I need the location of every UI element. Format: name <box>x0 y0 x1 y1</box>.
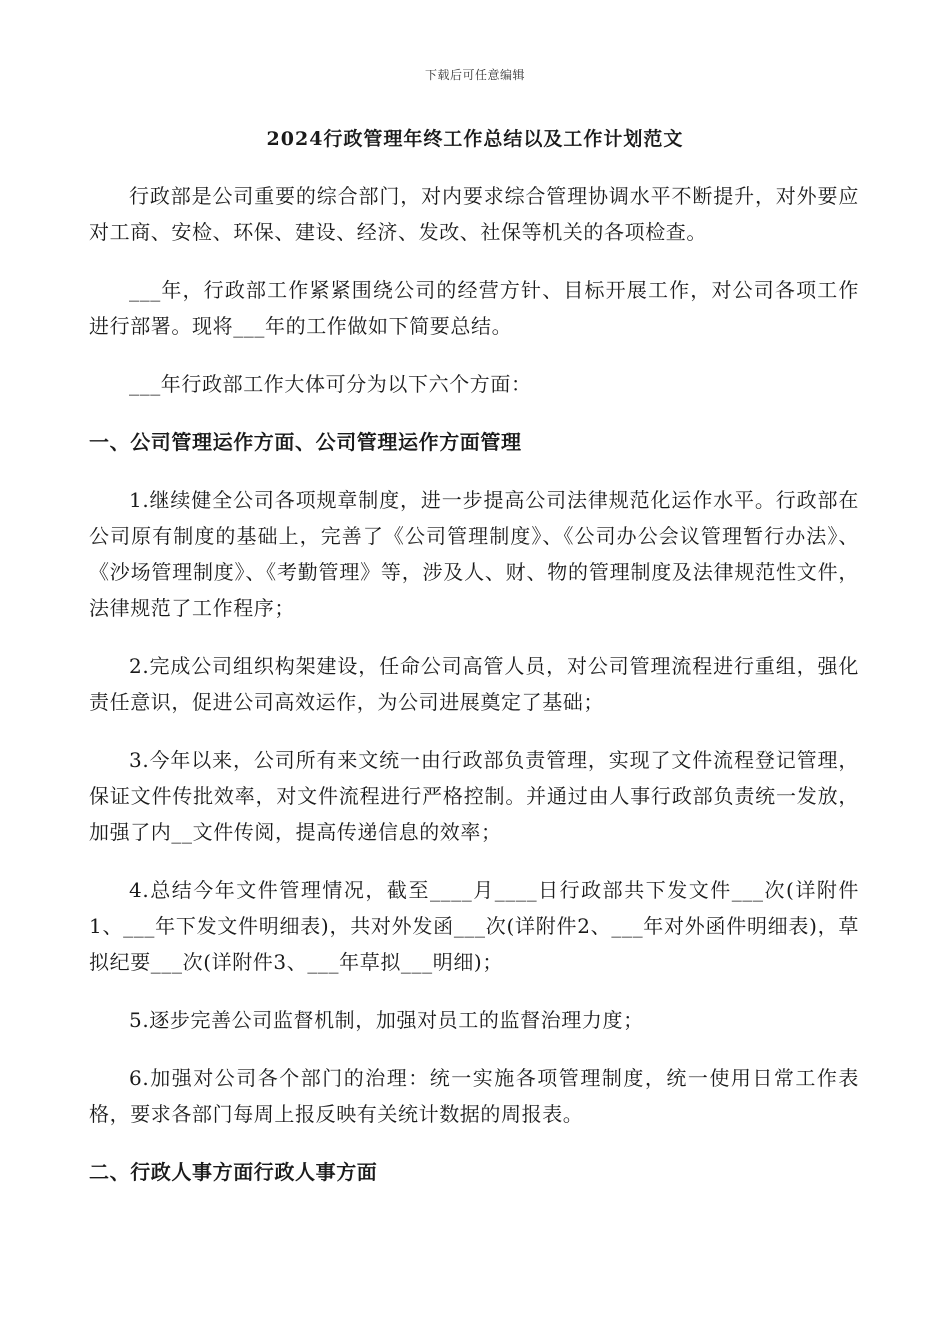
document-body <box>89 178 859 1212</box>
document-title: 2024行政管理年终工作总结以及工作计划范文 <box>266 128 684 150</box>
list-item-6: 6.加强对公司各个部门的治理：统一实施各项管理制度，统一使用日常工作表格，要求各部门每周上报反映有关统计数据的周报表。 <box>89 1066 859 1126</box>
list-item-5: 5.逐步完善公司监督机制，加强对员工的监督治理力度； <box>129 1008 644 1032</box>
section-heading-1: 一、公司管理运作方面、公司管理运作方面管理 <box>89 430 522 454</box>
list-item-4: 4.总结今年文件管理情况，截至____月____日行政部共下发文件___次(详附件1、___年下发文件明细表)，共对外发函___次(详附件2、___年对外函件明细表)，草拟纪要___次(详附件3、___年草拟___明细)； <box>89 878 859 974</box>
overview-paragraph: ___年行政部工作大体可分为以下六个方面： <box>129 372 532 396</box>
list-item-1: 1.继续健全公司各项规章制度，进一步提高公司法律规范化运作水平。行政部在公司原有制度的基础上，完善了《公司管理制度》、《公司办公会议管理暂行办法》、《沙场管理制度》、《考勤管理》等，涉及人、财、物的管理制度及法律规范性文件，法律规范了工作程序； <box>89 488 859 620</box>
list-item-2: 2.完成公司组织构架建设，任命公司高管人员，对公司管理流程进行重组，强化责任意识，促进公司高效运作，为公司进展奠定了基础； <box>89 654 859 714</box>
intro-paragraph: 行政部是公司重要的综合部门，对内要求综合管理协调水平不断提升，对外要应对工商、安检、环保、建设、经济、发改、社保等机关的各项检查。 <box>89 184 859 244</box>
summary-paragraph: ___年，行政部工作紧紧围绕公司的经营方针、目标开展工作，对公司各项工作进行部署。现将___年的工作做如下简要总结。 <box>89 278 859 338</box>
header-note: 下载后可任意编辑 <box>424 68 525 82</box>
list-item-3: 3.今年以来，公司所有来文统一由行政部负责管理，实现了文件流程登记管理，保证文件传批效率，对文件流程进行严格控制。并通过由人事行政部负责统一发放，加强了内__文件传阅，提高传递信息的效率； <box>89 748 859 844</box>
section-heading-2: 二、行政人事方面行政人事方面 <box>89 1160 378 1184</box>
